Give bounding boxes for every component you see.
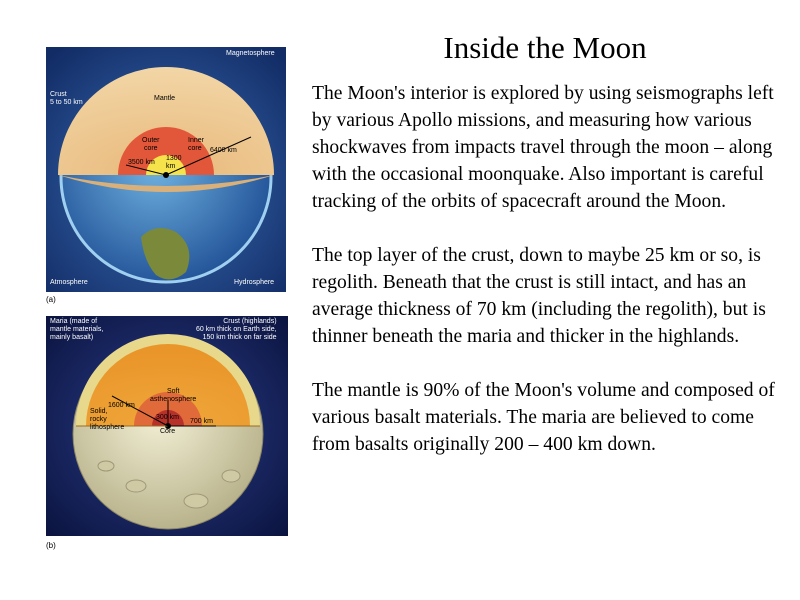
label-700km: 700 km — [190, 418, 213, 425]
label-mantle: Mantle — [154, 95, 176, 102]
label-atmosphere: Atmosphere — [50, 279, 88, 286]
paragraph-crust: The top layer of the crust, down to maybe 25 km or so, is regolith. Beneath that the crust is still intact, and has an average thickness of 70 km (including the regolith), but is thinner beneath the maria and thicker in the highlands. — [312, 245, 766, 347]
paragraph-mantle: The mantle is 90% of the Moon's volume and composed of various basalt materials. The maria are believed to come from basalts originally 200 – 400 km down. — [312, 380, 775, 455]
label-crust-highlands: Crust (highlands) 60 km thick on Earth side, 150 km thick on far side — [196, 318, 277, 341]
label-magnetosphere: Magnetosphere — [226, 50, 275, 57]
earth-interior-figure — [46, 47, 286, 292]
label-inner-core: Inner core — [188, 137, 204, 152]
moon-interior-illustration — [46, 316, 288, 536]
label-3500km: 3500 km — [128, 159, 155, 166]
label-core: Core — [160, 428, 176, 435]
paragraph-interior-exploration: The Moon's interior is explored by using seismographs left by various Apollo missions, and measuring how various shockwaves from impacts travel through the moon – along with the occasional moonquake. Also important is careful tracking of the orbits of spacecraft around the Moon. — [312, 83, 774, 212]
label-300km: 300 km — [156, 414, 179, 421]
label-1300km: 1300 km — [166, 155, 182, 170]
moon-interior-figure — [46, 316, 288, 536]
label-maria: Maria (made of mantle materials, mainly basalt) — [50, 318, 104, 341]
label-crust: Crust 5 to 50 km — [50, 91, 83, 106]
label-lithosphere: Solid, rocky lithosphere — [90, 408, 125, 431]
label-outer-core: Outer core — [142, 137, 160, 152]
label-hydrosphere: Hydrosphere — [234, 279, 275, 286]
figure-b-caption: (b) — [46, 541, 56, 550]
label-soft-asthenosphere: Soft asthenosphere — [150, 388, 197, 403]
slide-body — [312, 80, 790, 485]
label-1600km: 1600 km — [108, 402, 135, 409]
figure-a-caption: (a) — [46, 295, 56, 304]
label-6400km: 6400 km — [210, 147, 237, 154]
slide-title: Inside the Moon — [443, 30, 647, 65]
